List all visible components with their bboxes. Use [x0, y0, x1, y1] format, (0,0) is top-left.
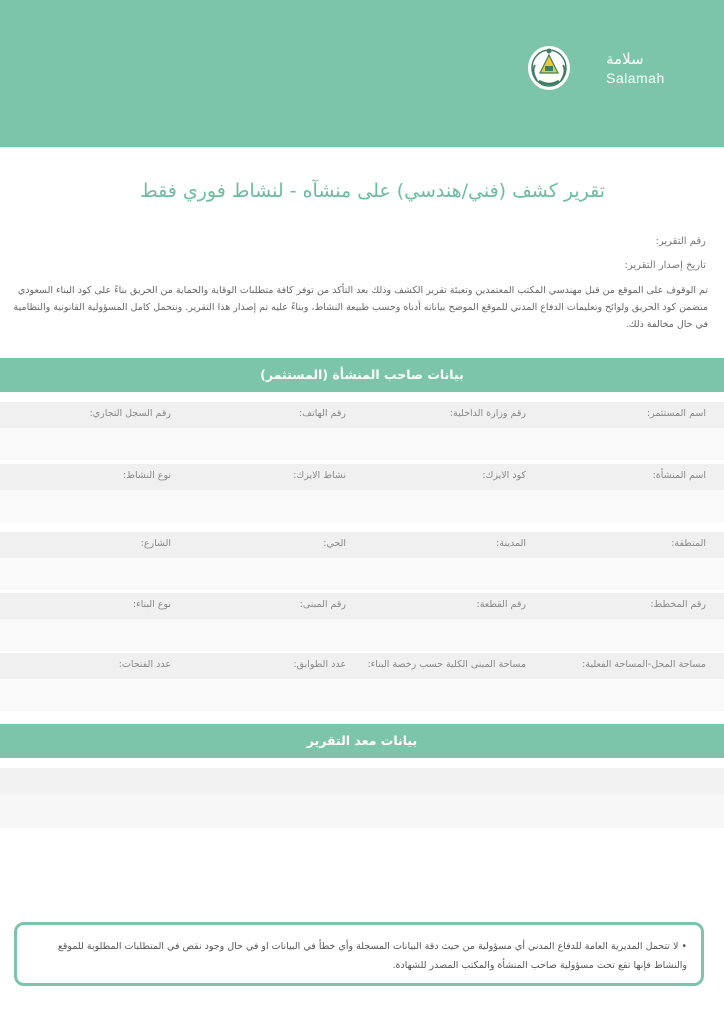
owner-row-5-values[interactable] [0, 679, 724, 711]
owner-row-3-values[interactable] [0, 558, 724, 590]
field-label: المنطقة: [671, 538, 706, 549]
field-label: المدينة: [496, 538, 526, 549]
bullet-icon: • [681, 941, 687, 952]
field-label: اسم المنشأة: [652, 470, 706, 481]
brand-arabic: سلامة [606, 50, 644, 68]
field-label: عدد الفتحات: [118, 659, 171, 670]
field-label: نشاط الايزك: [293, 470, 346, 481]
brand [606, 50, 696, 88]
field-label: رقم السجل التجاري: [89, 408, 171, 419]
preparer-row-2[interactable] [0, 794, 724, 828]
preparer-section-title: بيانات معد التقرير [0, 724, 724, 758]
field-label: مساحة المبنى الكلية حسب رخصة البناء: [367, 659, 526, 670]
field-label: مساحة المحل-المساحة الفعلية: [582, 659, 706, 670]
owner-row-2-labels [0, 464, 724, 490]
field-label: رقم المخطط: [650, 599, 706, 610]
owner-row-4-values[interactable] [0, 619, 724, 651]
field-label: رقم القطعة: [476, 599, 526, 610]
owner-row-4-labels [0, 593, 724, 619]
report-title: تقرير كشف (فني/هندسي) على منشآه - لنشاط فوري فقط [140, 180, 605, 202]
field-label: رقم المبنى: [299, 599, 346, 610]
report-intro: تم الوقوف على الموقع من قبل مهندسي المكتب المعتمدين وتعبئة تقرير الكشف وذلك بعد التأكد من توفر كافة متطلبات الوقاية والحماية من الحريق بناءً على كود البناء السعودي متضمن كود الحريق ولوائح وتعليمات الدفاع المدني للموقع الموضح بياناته أدناه وحسب طبيعة النشاط، وبناءً عليه تم إصدار هذا التقرير. ونتحمل كامل المسؤولية القانونية والنظامية في حال مخالفة ذلك. [13, 285, 708, 330]
owner-row-3-labels [0, 532, 724, 558]
report-number-label: رقم التقرير: [655, 236, 706, 247]
field-label: اسم المستثمر: [646, 408, 706, 419]
brand-english: Salamah [606, 70, 665, 86]
field-label: الشارع: [140, 538, 171, 549]
owner-row-1-labels [0, 402, 724, 428]
field-label: الحي: [323, 538, 346, 549]
owner-row-5-labels [0, 653, 724, 679]
report-date-label: تاريخ إصدار التقرير: [624, 260, 706, 271]
preparer-row-1[interactable] [0, 768, 724, 794]
civil-defense-emblem-icon [525, 41, 573, 93]
field-label: نوع النشاط: [123, 470, 171, 481]
disclaimer-content: لا تتحمل المديرية العامة للدفاع المدني أي مسؤولية من حيث دقة البيانات المسجلة وأي خطأ في البيانات او في حال وجود نقص في المتطلبات المطلوبة للموقع والنشاط فإنها تقع تحت مسؤولية صاحب المنشأة والمكتب المصدر للشهادة. [57, 941, 687, 971]
disclaimer-text [27, 937, 687, 975]
field-label: رقم وزارة الداخلية: [449, 408, 526, 419]
field-label: رقم الهاتف: [299, 408, 346, 419]
owner-row-1-values[interactable] [0, 428, 724, 460]
field-label: كود الايزك: [482, 470, 526, 481]
field-label: نوع البناء: [132, 599, 171, 610]
owner-row-2-values[interactable] [0, 490, 724, 522]
field-label: عدد الطوابق: [293, 659, 346, 670]
disclaimer-box [14, 922, 704, 986]
page-header [0, 0, 724, 147]
owner-section-title: بيانات صاحب المنشأة (المستثمر) [0, 358, 724, 392]
